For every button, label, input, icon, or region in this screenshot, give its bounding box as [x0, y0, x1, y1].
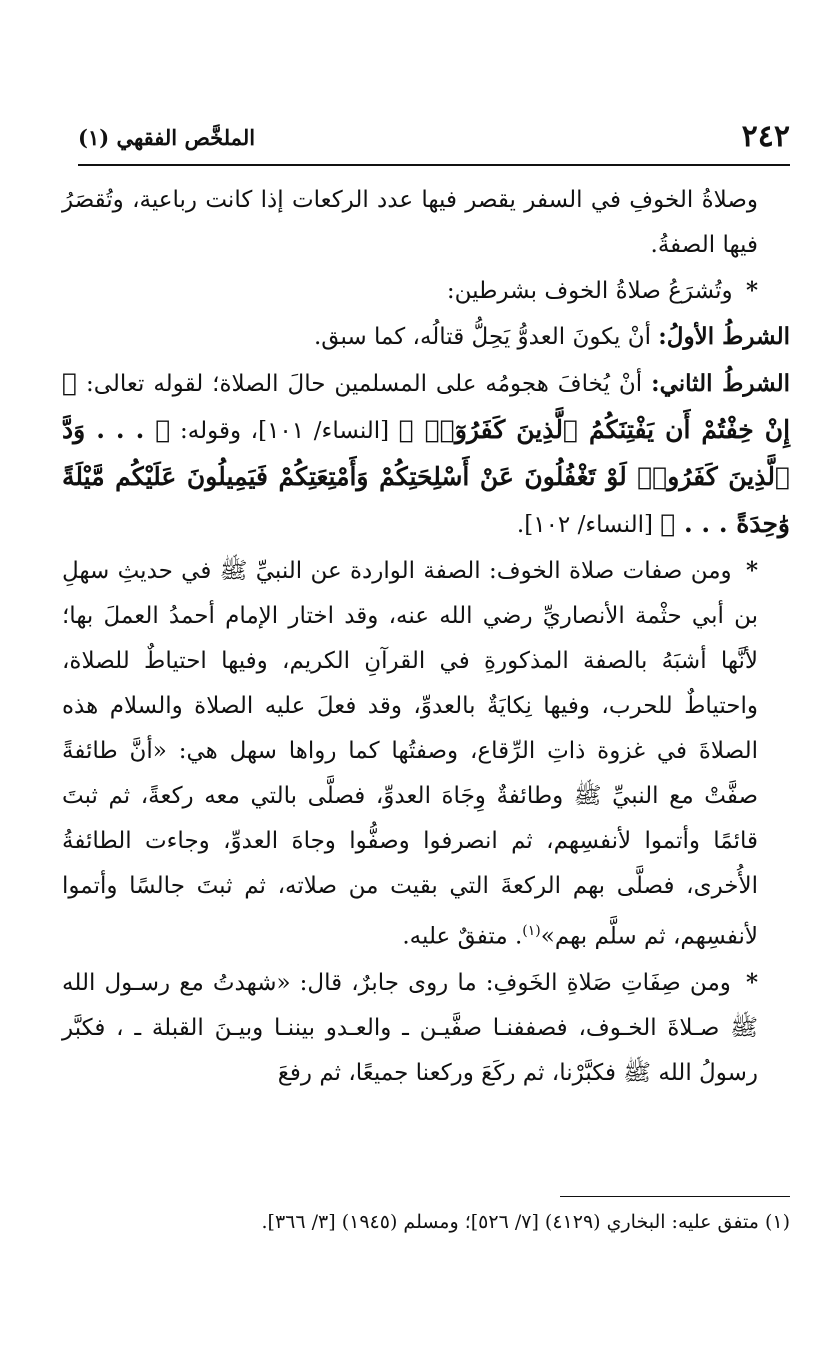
condition-1 [62, 314, 790, 360]
condition-1-text: أنْ يكونَ العدوُّ يَحِلُّ قتالُه، كما سبق. [313, 324, 651, 350]
paragraph-star-marker: * [745, 277, 758, 304]
condition-2-label: الشرطُ الثاني: [651, 370, 791, 397]
condition-2-text: أنْ يُخافَ هجومُه على المسلمين حالَ الصلاة؛ لقوله تعالى: [85, 371, 643, 397]
paragraph-4-text: ومن صِفَاتِ صَلاةِ الخَوفِ: ما روى جابرٌ، قال: «شهدتُ مع رسـول الله ﷺ صـلاةَ الخـوف، فصففنـا صفَّيـن ـ والعـدو بيننـا وبيـنَ القبلة ـ ، فكبَّر رسولُ الله ﷺ فكبَّرْنا، ثم ركَعَ وركعنا جميعًا، ثم رفعَ [62, 969, 758, 1086]
header-divider [78, 164, 790, 166]
paragraph-3-text: ومن صفات صلاة الخوف: الصفة الواردة عن النبيِّ ﷺ في حديثِ سهلِ بن أبي حثْمة الأنصاريِّ رضي الله عنه، وقد اختار الإمام أحمدُ العملَ بها؛ لأنَّها أشبَهُ بالصفة المذكورةِ في القرآنِ الكريم، وفيها احتياطٌ للصلاة، واحتياطٌ للحرب، وفيها نِكايَةٌ بالعدوِّ، وقد فعلَ عليه الصلاة والسلام هذه الصلاةَ في غزوة ذاتِ الرِّقاع، وصفتُها كما رواها سهل هي: «أنَّ طائفةً صفَّتْ مع النبيِّ ﷺ وطائفةٌ وِجَاهَ العدوِّ، فصلَّى بالتي معه ركعةً، ثم ثبتَ قائمًا وأتموا لأنفسِهم، ثم انصرفوا وصفُّوا وجاهَ العدوِّ، وجاءت الطائفةُ الأُخرى، فصلَّى بهم الركعةَ التي بقيت من صلاته، ثم ثبتَ جالسًا وأتموا لأنفسِهم، ثم سلَّم بهم» [62, 558, 759, 950]
paragraph-3-end: . متفقٌ عليه. [402, 923, 523, 950]
footnote-marker[interactable]: (١) [522, 923, 541, 939]
paragraph-star-marker: * [745, 968, 759, 996]
page-header [78, 118, 790, 160]
verse-1-reference: [النساء/ ١٠١]، وقوله: [179, 418, 390, 444]
footnote: (١) متفق عليه: البخاري (٤١٢٩) [٧/ ٥٢٦]؛ ومسلم (١٩٤٥) [٣/ ٣٦٦]. [261, 1211, 790, 1233]
paragraph-star-marker: * [745, 557, 759, 584]
paragraph-1: وصلاةُ الخوفِ في السفر يقصر فيها عدد الركعات إذا كانت رباعية، وتُقصَرُ فيها الصفةُ. [62, 187, 758, 258]
footnote-divider [560, 1196, 790, 1197]
verse-2-reference: [النساء/ ١٠٢]. [516, 512, 653, 538]
quran-verse-2: ﴿ . . . وَدَّ ٱلَّذِينَ كَفَرُوا۟ لَوْ تَغْفُلُونَ عَنْ أَسْلِحَتِكُمْ وَأَمْتِعَتِكُمْ فَيَمِيلُونَ عَلَيْكُم مَّيْلَةً وَٰحِدَةً . . . ﴾ [62, 415, 790, 538]
quran-verse-1: ﴿ إِنْ خِفْتُمْ أَن يَفْتِنَكُمُ ٱلَّذِينَ كَفَرُوٓا۟ ﴾ [62, 368, 791, 444]
condition-2 [62, 360, 790, 548]
page-number: ٢٤٢ [741, 119, 790, 154]
paragraph-4 [62, 960, 790, 1096]
running-title: الملخَّص الفقهي (١) [78, 125, 256, 150]
paragraph-2 [62, 268, 790, 314]
paragraph-3 [62, 548, 790, 960]
condition-1-label: الشرطُ الأولُ: [658, 323, 790, 350]
main-text [62, 178, 790, 1096]
paragraph-2-text: وتُشرَعُ صلاةُ الخوف بشرطين: [446, 278, 733, 304]
